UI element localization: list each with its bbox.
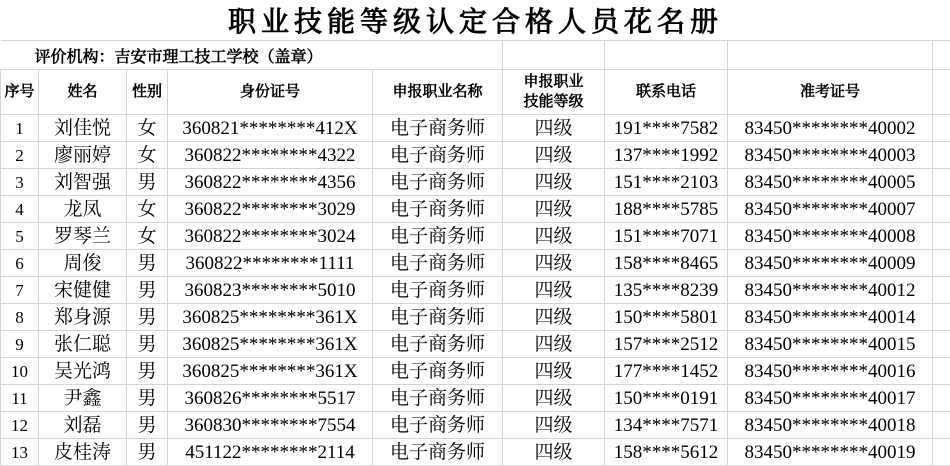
cell-occupation: 电子商务师 xyxy=(373,277,503,304)
col-header-level-label: 申报职业技能等级 xyxy=(522,72,586,111)
header-row xyxy=(1,70,950,115)
cell-gender: 女 xyxy=(127,142,168,169)
cell-phone: 151****7071 xyxy=(605,223,728,250)
empty-cell xyxy=(933,304,950,331)
cell-id-number: 360825********361X xyxy=(168,304,373,331)
table-row xyxy=(1,358,950,385)
cell-name: 周俊 xyxy=(39,250,127,277)
cell-occupation: 电子商务师 xyxy=(373,358,503,385)
empty-cell xyxy=(933,358,950,385)
col-header-id-number: 身份证号 xyxy=(168,70,373,115)
cell-no: 1 xyxy=(1,115,39,142)
table-row xyxy=(1,142,950,169)
cell-id-number: 360822********4356 xyxy=(168,169,373,196)
cell-no: 11 xyxy=(1,385,39,412)
cell-occupation: 电子商务师 xyxy=(373,331,503,358)
cell-no: 10 xyxy=(1,358,39,385)
cell-id-number: 360822********1111 xyxy=(168,250,373,277)
cell-ticket-no: 83450********40007 xyxy=(728,196,933,223)
cell-phone: 158****8465 xyxy=(605,250,728,277)
cell-gender: 女 xyxy=(127,223,168,250)
col-header-phone: 联系电话 xyxy=(605,70,728,115)
empty-header-cell xyxy=(933,70,950,115)
cell-no: 6 xyxy=(1,250,39,277)
cell-name: 龙凤 xyxy=(39,196,127,223)
cell-id-number: 360823********5010 xyxy=(168,277,373,304)
cell-id-number: 360822********4322 xyxy=(168,142,373,169)
cell-level: 四级 xyxy=(503,439,605,466)
empty-cell xyxy=(933,277,950,304)
cell-gender: 男 xyxy=(127,250,168,277)
cell-ticket-no: 83450********40017 xyxy=(728,385,933,412)
page-title: 职业技能等级认定合格人员花名册 xyxy=(1,0,950,41)
cell-ticket-no: 83450********40012 xyxy=(728,277,933,304)
cell-level: 四级 xyxy=(503,358,605,385)
cell-no: 7 xyxy=(1,277,39,304)
cell-occupation: 电子商务师 xyxy=(373,196,503,223)
cell-occupation: 电子商务师 xyxy=(373,412,503,439)
empty-cell xyxy=(933,250,950,277)
cell-id-number: 360822********3029 xyxy=(168,196,373,223)
cell-ticket-no: 83450********40016 xyxy=(728,358,933,385)
cell-phone: 151****2103 xyxy=(605,169,728,196)
table-row xyxy=(1,169,950,196)
empty-cell xyxy=(933,142,950,169)
col-header-no: 序号 xyxy=(1,70,39,115)
cell-phone: 150****5801 xyxy=(605,304,728,331)
cell-level: 四级 xyxy=(503,412,605,439)
empty-cell xyxy=(605,41,728,70)
cell-gender: 男 xyxy=(127,331,168,358)
cell-gender: 男 xyxy=(127,439,168,466)
cell-no: 3 xyxy=(1,169,39,196)
col-header-occupation: 申报职业名称 xyxy=(373,70,503,115)
cell-name: 罗琴兰 xyxy=(39,223,127,250)
cell-phone: 191****7582 xyxy=(605,115,728,142)
empty-cell xyxy=(933,169,950,196)
cell-occupation: 电子商务师 xyxy=(373,250,503,277)
cell-id-number: 360821********412X xyxy=(168,115,373,142)
cell-name: 宋健健 xyxy=(39,277,127,304)
cell-ticket-no: 83450********40019 xyxy=(728,439,933,466)
cell-name: 尹鑫 xyxy=(39,385,127,412)
cell-phone: 134****7571 xyxy=(605,412,728,439)
org-line: 评价机构：吉安市理工技工学校（盖章） xyxy=(1,41,503,70)
cell-occupation: 电子商务师 xyxy=(373,304,503,331)
cell-name: 张仁聪 xyxy=(39,331,127,358)
table-row xyxy=(1,250,950,277)
cell-level: 四级 xyxy=(503,304,605,331)
cell-phone: 137****1992 xyxy=(605,142,728,169)
cell-gender: 男 xyxy=(127,169,168,196)
cell-no: 13 xyxy=(1,439,39,466)
empty-cell xyxy=(933,41,950,70)
cell-no: 4 xyxy=(1,196,39,223)
empty-cell xyxy=(933,412,950,439)
cell-name: 刘佳悦 xyxy=(39,115,127,142)
empty-cell xyxy=(933,439,950,466)
org-row xyxy=(1,41,950,70)
cell-id-number: 360822********3024 xyxy=(168,223,373,250)
table-row xyxy=(1,196,950,223)
cell-gender: 男 xyxy=(127,358,168,385)
table-row xyxy=(1,277,950,304)
cell-name: 廖丽婷 xyxy=(39,142,127,169)
cell-id-number: 360825********361X xyxy=(168,331,373,358)
table-row xyxy=(1,115,950,142)
cell-level: 四级 xyxy=(503,385,605,412)
cell-name: 刘磊 xyxy=(39,412,127,439)
cell-gender: 男 xyxy=(127,385,168,412)
cell-phone: 158****5612 xyxy=(605,439,728,466)
cell-phone: 157****2512 xyxy=(605,331,728,358)
col-header-name: 姓名 xyxy=(39,70,127,115)
col-header-gender: 性别 xyxy=(127,70,168,115)
cell-occupation: 电子商务师 xyxy=(373,169,503,196)
cell-level: 四级 xyxy=(503,331,605,358)
cell-level: 四级 xyxy=(503,277,605,304)
table-row xyxy=(1,331,950,358)
cell-phone: 135****8239 xyxy=(605,277,728,304)
cell-no: 9 xyxy=(1,331,39,358)
cell-gender: 男 xyxy=(127,412,168,439)
empty-cell xyxy=(933,385,950,412)
cell-level: 四级 xyxy=(503,115,605,142)
cell-level: 四级 xyxy=(503,142,605,169)
empty-cell xyxy=(933,223,950,250)
cell-name: 刘智强 xyxy=(39,169,127,196)
cell-ticket-no: 83450********40008 xyxy=(728,223,933,250)
cell-ticket-no: 83450********40002 xyxy=(728,115,933,142)
cell-ticket-no: 83450********40014 xyxy=(728,304,933,331)
title-row xyxy=(1,0,950,41)
table-row xyxy=(1,412,950,439)
cell-ticket-no: 83450********40015 xyxy=(728,331,933,358)
cell-no: 2 xyxy=(1,142,39,169)
cell-occupation: 电子商务师 xyxy=(373,142,503,169)
cell-name: 郑身源 xyxy=(39,304,127,331)
table-row xyxy=(1,223,950,250)
cell-level: 四级 xyxy=(503,223,605,250)
empty-cell xyxy=(933,196,950,223)
cell-ticket-no: 83450********40009 xyxy=(728,250,933,277)
col-header-ticket-no: 准考证号 xyxy=(728,70,933,115)
empty-cell xyxy=(933,331,950,358)
cell-no: 8 xyxy=(1,304,39,331)
cell-occupation: 电子商务师 xyxy=(373,385,503,412)
cell-id-number: 360830********7554 xyxy=(168,412,373,439)
cell-phone: 150****0191 xyxy=(605,385,728,412)
empty-cell xyxy=(728,41,933,70)
col-header-level xyxy=(503,70,605,115)
table-row xyxy=(1,439,950,466)
cell-occupation: 电子商务师 xyxy=(373,439,503,466)
empty-cell xyxy=(933,115,950,142)
table-row xyxy=(1,385,950,412)
cell-gender: 女 xyxy=(127,196,168,223)
cell-no: 5 xyxy=(1,223,39,250)
cell-level: 四级 xyxy=(503,250,605,277)
cell-id-number: 451122********2114 xyxy=(168,439,373,466)
cell-level: 四级 xyxy=(503,169,605,196)
cell-phone: 177****1452 xyxy=(605,358,728,385)
cell-no: 12 xyxy=(1,412,39,439)
cell-phone: 188****5785 xyxy=(605,196,728,223)
empty-cell xyxy=(503,41,605,70)
table-row xyxy=(1,304,950,331)
cell-gender: 男 xyxy=(127,277,168,304)
cell-name: 吴光鸿 xyxy=(39,358,127,385)
cell-ticket-no: 83450********40018 xyxy=(728,412,933,439)
cell-gender: 男 xyxy=(127,304,168,331)
cell-ticket-no: 83450********40003 xyxy=(728,142,933,169)
cell-occupation: 电子商务师 xyxy=(373,223,503,250)
cell-id-number: 360826********5517 xyxy=(168,385,373,412)
cell-occupation: 电子商务师 xyxy=(373,115,503,142)
cell-name: 皮桂涛 xyxy=(39,439,127,466)
cell-ticket-no: 83450********40005 xyxy=(728,169,933,196)
cell-level: 四级 xyxy=(503,196,605,223)
cell-id-number: 360825********361X xyxy=(168,358,373,385)
cell-gender: 女 xyxy=(127,115,168,142)
